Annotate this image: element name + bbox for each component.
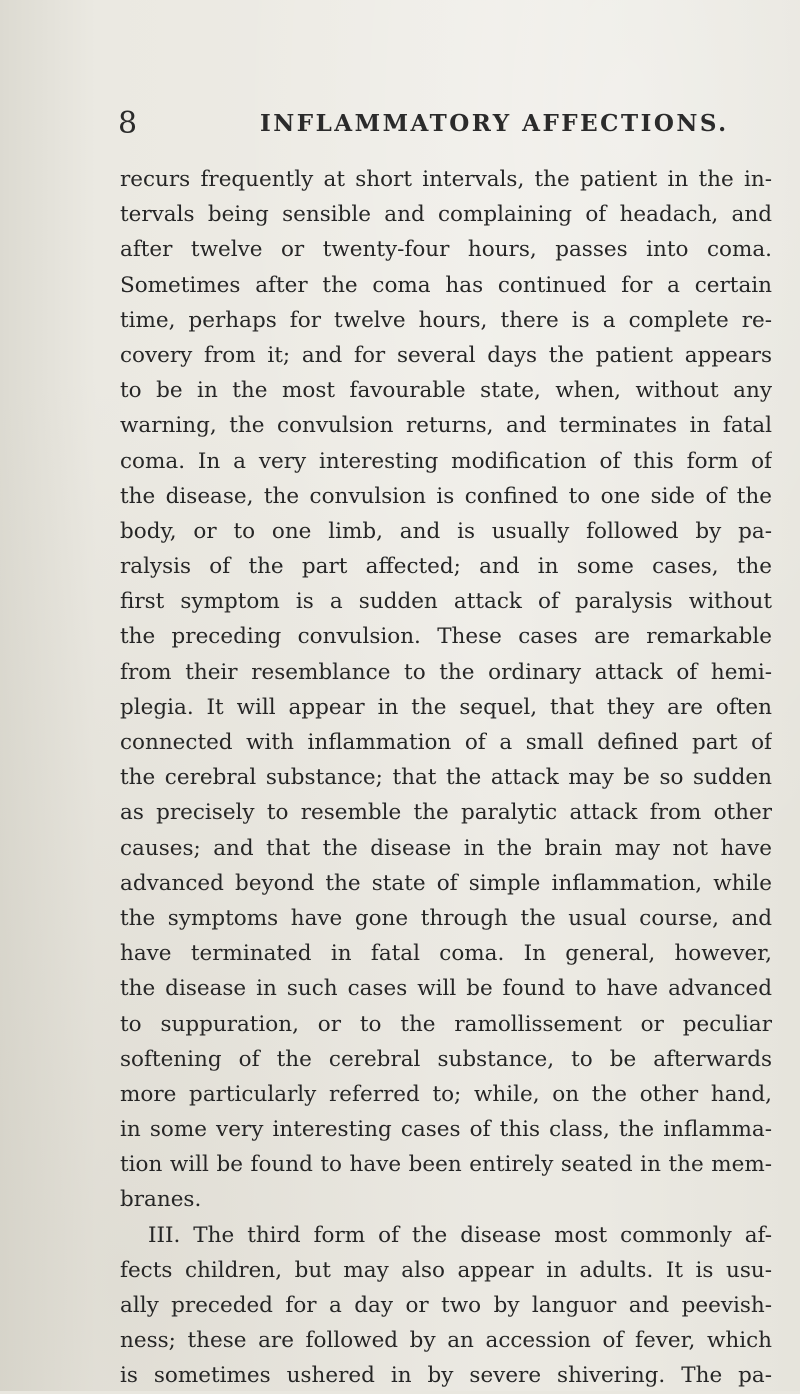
text-line: III. The third form of the disease most commonly af- — [148, 1222, 772, 1248]
text-line: ally preceded for a day or two by languor and peevish- — [120, 1293, 772, 1318]
text-line: branes. — [120, 1187, 202, 1213]
running-head: INFLAMMATORY AFFECTIONS. — [260, 110, 729, 137]
text-line: more particularly referred to; while, on the other hand, — [120, 1081, 772, 1107]
text-line: connected with inflammation of a small defined part of — [120, 730, 772, 755]
page-header — [118, 104, 778, 144]
text-line: the cerebral substance; that the attack may be so sudden — [120, 765, 772, 791]
text-line: the disease, the convulsion is confined to one side of the — [120, 483, 772, 509]
text-line: after twelve or twenty-four hours, passes into coma. — [120, 237, 772, 263]
text-line: the symptoms have gone through the usual course, and — [120, 905, 772, 931]
text-line: coma. In a very interesting modification of this form of — [120, 448, 772, 474]
text-line: the preceding convulsion. These cases are remarkable — [120, 624, 772, 650]
text-line: advanced beyond the state of simple inflammation, while — [120, 870, 772, 896]
text-line: ness; these are followed by an accession of fever, which — [120, 1328, 772, 1354]
text-line: fects children, but may also appear in adults. It is usu- — [120, 1257, 772, 1283]
text-line: as precisely to resemble the paralytic attack from other — [120, 800, 772, 826]
body-text — [120, 162, 772, 1394]
text-line: from their resemblance to the ordinary attack of hemi- — [120, 659, 772, 685]
text-line: recurs frequently at short intervals, the patient in the in- — [120, 167, 772, 192]
text-line: first symptom is a sudden attack of paralysis without — [120, 589, 772, 615]
text-line: softening of the cerebral substance, to be afterwards — [120, 1046, 772, 1072]
text-line: have terminated in fatal coma. In general, however, — [120, 941, 772, 967]
text-line: warning, the convulsion returns, and terminates in fatal — [120, 413, 772, 439]
text-line: Sometimes after the coma has continued for a certain — [120, 272, 772, 298]
text-line: plegia. It will appear in the sequel, that they are often — [120, 694, 772, 720]
text-line: time, perhaps for twelve hours, there is a complete re- — [120, 307, 772, 333]
text-line: in some very interesting cases of this class, the inflamma- — [120, 1117, 772, 1143]
text-line: ralysis of the part affected; and in some cases, the — [120, 554, 772, 580]
text-line: is sometimes ushered in by severe shivering. The pa- — [120, 1363, 772, 1389]
text-line: body, or to one limb, and is usually followed by pa- — [120, 518, 772, 544]
text-line: to suppuration, or to the ramollissement or peculiar — [120, 1011, 772, 1037]
text-line: to be in the most favourable state, when, without any — [120, 378, 772, 404]
text-line: the disease in such cases will be found to have advanced — [120, 976, 772, 1002]
text-line: tion will be found to have been entirely seated in the mem- — [120, 1152, 772, 1178]
page-number: 8 — [118, 106, 138, 141]
text-line: causes; and that the disease in the brain may not have — [120, 835, 772, 861]
text-line: covery from it; and for several days the patient appears — [120, 342, 772, 368]
text-line: tervals being sensible and complaining of headach, and — [120, 202, 772, 228]
